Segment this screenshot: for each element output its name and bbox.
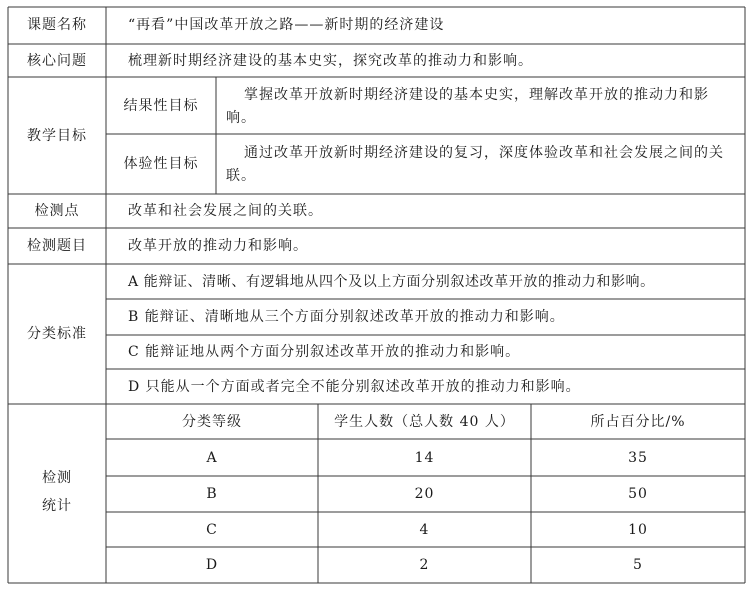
criteria-label: 分类标准 <box>27 326 87 342</box>
title-value: “再看”中国改革开放之路——新时期的经济建设 <box>128 17 445 33</box>
stats-label-line2: 统计 <box>42 498 72 514</box>
title-label: 课题名称 <box>27 17 87 33</box>
stats-row-d-grade: D <box>205 557 219 573</box>
experience-goal-label: 体验性目标 <box>123 156 199 172</box>
stats-row-c-count: 4 <box>419 522 430 538</box>
stats-row-a-count: 14 <box>414 450 435 466</box>
criteria-b: B 能辩证、清晰地从三个方面分别叙述改革开放的推动力和影响。 <box>128 309 565 325</box>
stats-label-line1: 检测 <box>42 470 72 486</box>
question-label: 检测题目 <box>27 238 87 254</box>
stats-row-d-count: 2 <box>419 557 430 573</box>
criteria-d: D 只能从一个方面或者完全不能分别叙述改革开放的推动力和影响。 <box>128 379 581 395</box>
stats-row-b-count: 20 <box>414 486 435 502</box>
experience-goal-value: 通过改革开放新时期经济建设的复习，深度体验改革和社会发展之间的关联。 <box>226 145 724 184</box>
stats-row-c-grade: C <box>206 522 218 538</box>
checkpoint-value: 改革和社会发展之间的关联。 <box>128 203 323 219</box>
stats-header-count: 学生人数（总人数 40 人） <box>334 414 515 430</box>
stats-row-a-percent: 35 <box>628 450 648 466</box>
stats-header-percent: 所占百分比/% <box>590 414 686 430</box>
core-question-value: 梳理新时期经济建设的基本史实，探究改革的推动力和影响。 <box>128 53 533 69</box>
stats-header-grade: 分类等级 <box>182 414 242 430</box>
stats-row-b-grade: B <box>206 486 218 502</box>
stats-row-b-percent: 50 <box>628 486 648 502</box>
stats-row-c-percent: 10 <box>628 522 648 538</box>
core-question-label: 核心问题 <box>27 53 87 69</box>
question-value: 改革开放的推动力和影响。 <box>128 238 308 254</box>
result-goal-label: 结果性目标 <box>123 98 199 114</box>
teaching-goals-label: 教学目标 <box>27 128 87 144</box>
checkpoint-label: 检测点 <box>34 203 80 219</box>
criteria-c: C 能辩证地从两个方面分别叙述改革开放的推动力和影响。 <box>128 344 521 360</box>
stats-row-a-grade: A <box>206 450 218 466</box>
result-goal-value: 掌握改革开放新时期经济建设的基本史实，理解改革开放的推动力和影响。 <box>226 87 709 126</box>
criteria-a: A 能辩证、清晰、有逻辑地从四个及以上方面分别叙述改革开放的推动力和影响。 <box>128 274 655 290</box>
stats-row-d-percent: 5 <box>633 557 643 573</box>
